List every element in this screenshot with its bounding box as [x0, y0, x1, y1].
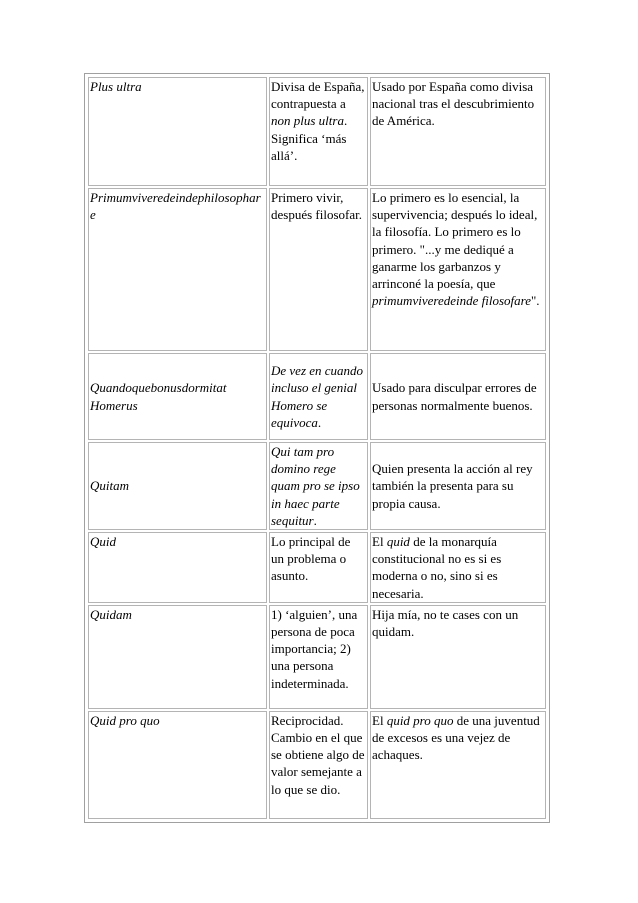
text-run: Primero vivir, después filosofar. — [271, 190, 362, 223]
term-cell: Quandoquebonusdormitat Homerus — [88, 353, 267, 440]
italic-text-run: quid — [386, 534, 410, 550]
italic-text-run: quid pro quo — [386, 712, 454, 728]
meaning-cell — [269, 442, 368, 530]
table-row — [88, 442, 546, 530]
text-run: de una juventud de excesos es una vejez de achaques. — [372, 712, 540, 763]
text-run: de la monarquía constitucional no es si es moderna o no, sino si es necesaria. — [372, 534, 502, 601]
phrases-table — [86, 75, 548, 821]
table-row — [88, 532, 546, 603]
meaning-cell — [269, 77, 368, 186]
text-run: Quien presenta la acción al rey también la presenta para su propia causa. — [372, 461, 533, 511]
example-cell — [370, 711, 546, 819]
table-row — [88, 711, 546, 819]
example-cell — [370, 77, 546, 186]
example-cell — [370, 188, 546, 351]
italic-text-run: non plus ultra — [271, 113, 344, 129]
text-run: . — [313, 512, 317, 528]
example-cell — [370, 442, 546, 530]
term-cell: Quid — [88, 532, 267, 603]
text-run: Hija mía, no te cases con un quidam. — [372, 606, 519, 640]
meaning-cell — [269, 353, 368, 440]
text-run: Lo primero es lo esencial, la supervivencia; después lo ideal, la filosofía. Lo primero es lo primero. "...y me dediqué a ganarme los garbanzos y arrinconé la poesía, que — [372, 190, 538, 292]
term-cell: Quitam — [88, 442, 267, 530]
text-run: Lo principal de un problema o asunto. — [271, 534, 351, 584]
meaning-cell — [269, 532, 368, 603]
term-cell: Quid pro quo — [88, 711, 267, 819]
example-cell — [370, 605, 546, 709]
text-run: ". — [530, 293, 540, 309]
latin-phrases-table — [84, 73, 550, 823]
text-run: . — [317, 414, 322, 430]
term-cell: Primumviveredeindephilosophare — [88, 188, 267, 351]
text-run: 1) ‘alguien’, una persona de poca importancia; 2) una persona indeterminada. — [271, 606, 358, 691]
italic-text-run: Qui tam pro domino rege quam pro se ipso in haec parte sequitur — [271, 444, 360, 528]
example-cell — [370, 532, 546, 603]
text-run: Usado por España como divisa nacional tras el descubrimiento de América. — [372, 79, 535, 129]
example-cell — [370, 353, 546, 440]
table-row — [88, 77, 546, 186]
text-run: . Significa ‘más allá’. — [271, 113, 348, 163]
term-cell: Plus ultra — [88, 77, 267, 186]
meaning-cell — [269, 711, 368, 819]
text-run: Reciprocidad. Cambio en el que se obtiene algo de valor semejante a lo que se dio. — [271, 712, 365, 797]
table-row — [88, 188, 546, 351]
text-run: El — [372, 712, 387, 728]
meaning-cell — [269, 605, 368, 709]
italic-text-run: De vez en cuando incluso el genial Homero se equivoca — [271, 363, 364, 430]
text-run: El — [372, 534, 387, 550]
term-cell: Quidam — [88, 605, 267, 709]
italic-text-run: primumviveredeinde filosofare — [372, 293, 531, 309]
text-run: Usado para disculpar errores de personas normalmente buenos. — [372, 380, 537, 413]
table-row — [88, 605, 546, 709]
text-run: Divisa de España, contrapuesta a — [271, 79, 365, 112]
table-row — [88, 353, 546, 440]
meaning-cell — [269, 188, 368, 351]
